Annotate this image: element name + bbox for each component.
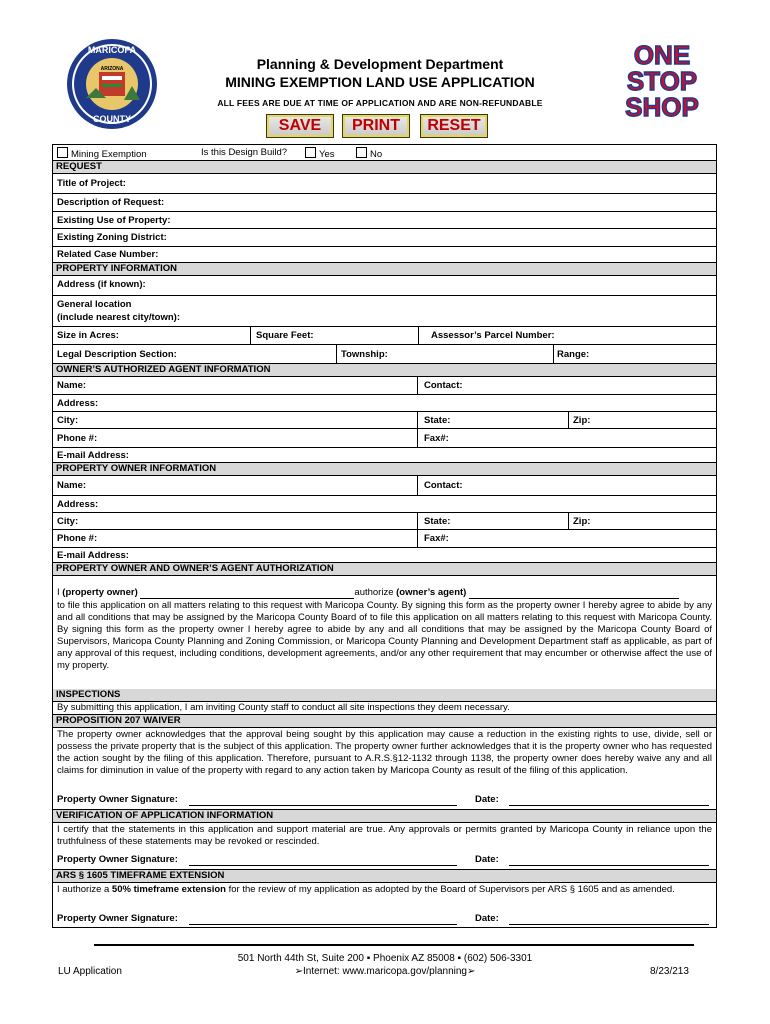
footer-rule <box>94 944 694 946</box>
verification-section <box>53 823 716 870</box>
divider <box>417 530 418 547</box>
footer-internet-link[interactable]: ➢Internet: www.maricopa.gov/planning➢ <box>294 966 476 977</box>
owner-contact-label: Contact: <box>424 480 463 491</box>
description-field[interactable] <box>53 194 716 212</box>
divider <box>417 412 418 428</box>
seal-state: ARIZONA <box>100 66 124 72</box>
authorization-first-line <box>57 587 712 599</box>
title-of-project-label: Title of Project: <box>57 178 126 189</box>
footer-date: 8/23/213 <box>650 966 689 977</box>
description-label: Description of Request: <box>57 197 165 208</box>
agent-address-field[interactable] <box>53 395 716 412</box>
reset-button[interactable]: RESET <box>420 114 488 138</box>
size-row <box>53 327 716 345</box>
divider <box>568 513 569 529</box>
ars1605-date-label: Date: <box>475 913 499 924</box>
ars1605-signature-line[interactable] <box>189 924 457 925</box>
prop207-date-label: Date: <box>475 794 499 805</box>
agent-heading: OWNER’S AUTHORIZED AGENT INFORMATION <box>53 364 716 377</box>
authorization-body: to file this application on all matters relating to this request with Maricopa County. By signing this form as the property owner I hereby agree to abide by any and all conditions that may be assigned by the Maricopa County Board of to file this application on all matters relating to this request with Maricopa County. By signing this form as the property owner I hereby agree to abide by any and all conditions that may be assigned by the Maricopa County Board of Supervisors, Maricopa County Planning and Zoning Commission, or Maricopa County Planning and Development Department staff as applicable, as part of any approval of this request, including conditions, development agreements, and/or any other requirement that may encumber or otherwise affect the use of my property. <box>57 600 712 671</box>
design-build-question: Is this Design Build? <box>201 147 288 158</box>
divider <box>418 327 419 344</box>
prop207-heading: PROPOSITION 207 WAIVER <box>53 715 716 728</box>
authorization-section <box>53 576 716 691</box>
authorization-heading: PROPERTY OWNER AND OWNER’S AGENT AUTHORIZATION <box>53 563 716 576</box>
zoning-label: Existing Zoning District: <box>57 232 167 243</box>
logo-line-three: SHOP <box>625 92 699 122</box>
seal-text-bottom: COUNTY <box>93 114 131 124</box>
logo-line-one: ONE <box>633 40 691 70</box>
owner-address-label: Address: <box>57 499 99 510</box>
inspections-body: By submitting this application, I am inviting County staff to conduct all site inspections they deem necessary. <box>57 702 510 713</box>
fees-note: ALL FEES ARE DUE AT TIME OF APPLICATION AND ARE NON-REFUNDABLE <box>217 98 543 108</box>
mining-exemption-checkbox[interactable] <box>57 147 68 158</box>
agent-name-row[interactable] <box>53 377 716 395</box>
property-owner-label: (property owner) <box>62 587 138 598</box>
divider <box>417 429 418 447</box>
ars1605-body-post: for the review of my application as adopted by the Board of Supervisors per ARS § 1605 and as amended. <box>225 884 675 895</box>
divider <box>336 345 337 363</box>
prop207-date-line[interactable] <box>509 805 709 806</box>
agent-email-field[interactable] <box>53 448 716 463</box>
i-label: I <box>57 587 60 598</box>
agent-address-label: Address: <box>57 398 99 409</box>
verification-signature-label: Property Owner Signature: <box>57 854 178 865</box>
general-location-sublabel: (include nearest city/town): <box>57 312 180 323</box>
agent-phone-label: Phone #: <box>57 433 98 444</box>
mining-exemption-label: Mining Exemption <box>71 149 147 160</box>
agent-contact-label: Contact: <box>424 380 463 391</box>
footer-form-name: LU Application <box>58 966 122 977</box>
agent-city-label: City: <box>57 415 79 426</box>
logo-line-two: STOP <box>626 66 698 96</box>
inspections-section <box>53 702 716 715</box>
case-number-label: Related Case Number: <box>57 249 159 260</box>
yes-label: Yes <box>319 149 335 160</box>
existing-use-field[interactable] <box>53 212 716 229</box>
agent-state-label: State: <box>424 415 451 426</box>
square-feet-label: Square Feet: <box>256 330 314 341</box>
authorize-label: authorize <box>354 587 394 598</box>
existing-use-label: Existing Use of Property: <box>57 215 171 226</box>
agent-phone-row[interactable] <box>53 429 716 448</box>
agent-fax-label: Fax#: <box>424 433 449 444</box>
ars1605-body-bold: 50% timeframe extension <box>111 884 226 895</box>
owners-agent-label: (owner’s agent) <box>396 587 467 598</box>
general-location-label: General location <box>57 299 132 310</box>
design-build-no-checkbox[interactable] <box>356 147 367 158</box>
agent-zip-label: Zip: <box>573 415 591 426</box>
owner-city-label: City: <box>57 516 79 527</box>
legal-description-label: Legal Description Section: <box>57 349 177 360</box>
ars1605-date-line[interactable] <box>509 924 709 925</box>
design-build-yes-checkbox[interactable] <box>305 147 316 158</box>
owner-phone-label: Phone #: <box>57 533 98 544</box>
owners-agent-input[interactable] <box>469 589 679 599</box>
title-of-project-field[interactable] <box>53 174 716 194</box>
divider <box>568 412 569 428</box>
verification-signature-line[interactable] <box>189 865 457 866</box>
legal-description-row <box>53 345 716 364</box>
owner-city-row[interactable] <box>53 513 716 530</box>
footer-address <box>200 952 570 978</box>
property-address-field[interactable] <box>53 276 716 296</box>
case-number-field[interactable] <box>53 247 716 263</box>
verification-body: I certify that the statements in this application and support material are true. Any approvals or permits granted by Maricopa County in reliance upon the truthfulness of these statements may be revoked or rescinded. <box>57 824 712 847</box>
property-address-label: Address (if known): <box>57 279 146 290</box>
verification-date-line[interactable] <box>509 865 709 866</box>
form-title: MINING EXEMPTION LAND USE APPLICATION <box>225 74 535 90</box>
ars1605-body <box>57 884 712 896</box>
property-owner-input[interactable] <box>140 589 354 599</box>
verification-heading: VERIFICATION OF APPLICATION INFORMATION <box>53 810 716 823</box>
maricopa-county-seal <box>66 38 158 130</box>
inspections-heading: INSPECTIONS <box>53 689 716 702</box>
prop207-section <box>53 728 716 810</box>
owner-email-label: E-mail Address: <box>57 550 129 561</box>
township-label: Township: <box>341 349 388 360</box>
ars1605-signature-label: Property Owner Signature: <box>57 913 178 924</box>
divider <box>553 345 554 363</box>
one-stop-shop-logo <box>616 40 708 122</box>
divider <box>250 327 251 344</box>
owner-heading: PROPERTY OWNER INFORMATION <box>53 463 716 476</box>
owner-state-label: State: <box>424 516 451 527</box>
application-form <box>52 144 717 928</box>
property-heading: PROPERTY INFORMATION <box>53 263 716 276</box>
footer-address-line: 501 North 44th St, Suite 200 ▪ Phoenix AZ 85008 ▪ (602) 506-3301 <box>237 953 533 964</box>
agent-city-row[interactable] <box>53 412 716 429</box>
department-title: Planning & Development Department <box>256 56 504 72</box>
owner-name-label: Name: <box>57 480 87 491</box>
seal-text-top: MARICOPA <box>87 45 137 55</box>
ars1605-heading: ARS § 1605 TIMEFRAME EXTENSION <box>53 870 716 883</box>
request-heading: REQUEST <box>53 161 716 174</box>
save-button[interactable]: SAVE <box>266 114 334 138</box>
type-row <box>53 145 716 161</box>
zoning-field[interactable] <box>53 229 716 247</box>
agent-name-label: Name: <box>57 380 87 391</box>
owner-address-field[interactable] <box>53 496 716 513</box>
prop207-signature-label: Property Owner Signature: <box>57 794 178 805</box>
no-label: No <box>370 149 383 160</box>
size-acres-label: Size in Acres: <box>57 330 119 341</box>
parcel-number-label: Assessor’s Parcel Number: <box>431 330 555 341</box>
divider <box>417 476 418 495</box>
range-label: Range: <box>557 349 590 360</box>
owner-email-field[interactable] <box>53 548 716 563</box>
owner-fax-label: Fax#: <box>424 533 449 544</box>
owner-name-row[interactable] <box>53 476 716 496</box>
prop207-signature-line[interactable] <box>189 805 457 806</box>
ars1605-section <box>53 883 716 927</box>
divider <box>417 513 418 529</box>
agent-email-label: E-mail Address: <box>57 450 129 461</box>
prop207-body: The property owner acknowledges that the approval being sought by this application may cause a reduction in the existing rights to use, divide, sell or possess the private property that is the subject of this application. The property owner further acknowledges that it is the property owner who has requested the action sought by the filing of this application. Therefore, pursuant to A.R.S.§12-1132 through 1138, the property owner does hereby waive any and all claims for diminution in value of the property with regard to any action taken by Maricopa County as result of the filing of this application. <box>57 729 712 776</box>
print-button[interactable]: PRINT <box>342 114 410 138</box>
owner-phone-row[interactable] <box>53 530 716 548</box>
verification-date-label: Date: <box>475 854 499 865</box>
general-location-field[interactable] <box>53 296 716 327</box>
ars1605-body-pre: I authorize a <box>57 884 112 895</box>
owner-zip-label: Zip: <box>573 516 591 527</box>
divider <box>417 377 418 394</box>
